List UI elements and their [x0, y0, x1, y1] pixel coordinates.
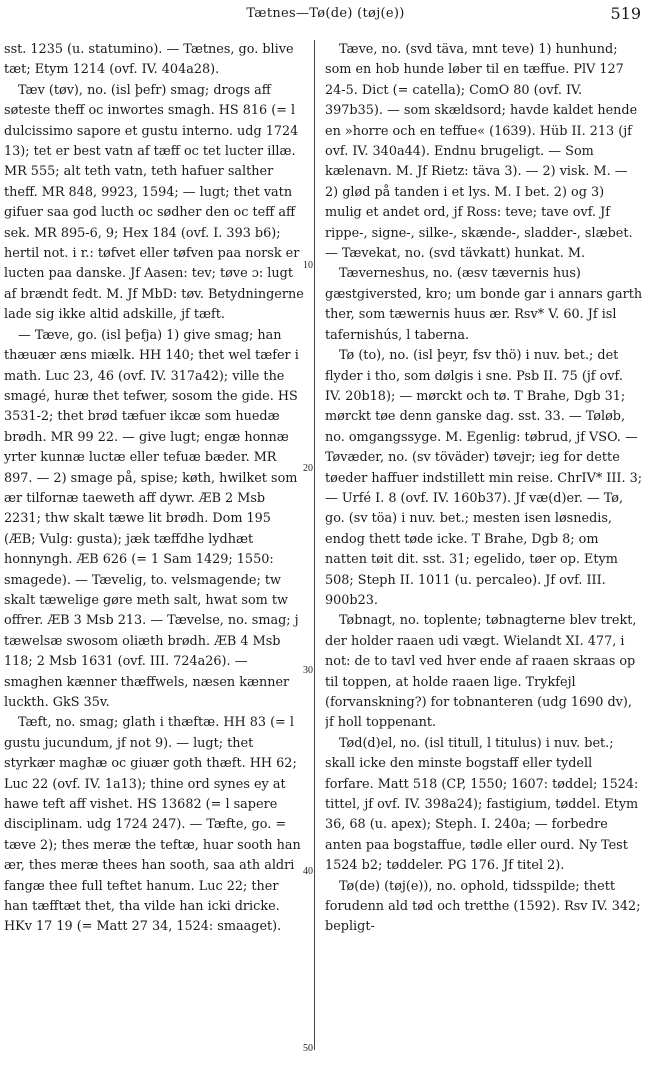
line-number: 40 [303, 866, 313, 877]
entry-to: Tø (to), no. (isl þeyr, fsv thö) i nuv. bet.; det flyder i tho, som dølgis i sne. Psb II. 75 (jf ovf. IV. 20b18); — mørckt och tø. T Brahe, Dgb 31; mørckt tøe denn ganske dag. sst. 33. — Tøløb, no. omgangssyge. M. Egenlig: tøbrud, jf VSO. — Tøvæder, no. (sv töväder) tøvejr; ieg for dette tøeder haffuer indstillett min reise. ChrIV* III. 3; — Urfé I. 8 (ovf. IV. 160b37). Jf væ(d)er. — Tø, go. (sv töa) i nuv. bet.; mesten isen løsnedis, endog thett tøde icke. T Brahe, Dgb 8; om natten tøit dit. sst. 31; egelido, tøer op. Etym 508; Steph II. 1011 (u. percaleo). Jf ovf. III. 900b23. [325, 348, 643, 608]
running-header [0, 6, 651, 28]
left-column [4, 40, 304, 1068]
entry-tode: Tø(de) (tøj(e)), no. ophold, tidsspilde; thett forudenn ald tød och tretthe (1592). Rsv IV. 342; bepligt- [325, 878, 641, 935]
page-number: 519 [610, 4, 641, 23]
entry-toddel: Tød(d)el, no. (isl titull, l titulus) i nuv. bet.; skall icke den minste bogstaff eller tydell forfare. Matt 518 (CP, 1550; 1607: tøddel; 1524: tittel, jf ovf. IV. 398a24); fastigium, tøddel. Etym 36, 68 (u. apex); Steph. I. 240a; — forbedre anten paa bogstaffue, tødle eller ourd. Ny Test 1524 b2; tøddeler. PG 176. Jf titel 2). [325, 735, 639, 874]
line-number: 10 [303, 260, 313, 271]
line-number: 20 [303, 463, 313, 474]
column-divider [314, 40, 315, 1050]
line-number: 30 [303, 665, 313, 676]
entry-taeft: Tæft, no. smag; glath i thæftæ. HH 83 (= l gustu jucundum, jf not 9). — lugt; thet styrkær maghæ oc giuær goth thæft. HH 62; Luc 22 (ovf. IV. 1a13); thine ord synes ey at hawe teft aff vishet. HS 13682 (= l sapere disciplinam. udg 1724 247). — Tæfte, go. = tæve 2); thes meræ the teftæ, huar sooth han ær, thes meræ thees han sooth, saa ath aldri fangæ thee full teftet hanum. Luc 22; ther han tæfftæt thet, tha vilde han icki dricke. HKv 17 19 (= Matt 27 34, 1524: smaaget). [4, 715, 301, 935]
entry-taev: Tæv (tøv), no. (isl þefr) smag; drogs aff søteste theff oc inwortes smagh. HS 816 (= l dulcissimo sapore et gustu interno. udg 1724 13); tet er best vatn af tæff oc tet lucter illæ. MR 555; alt teth vatn, teth hafuer salther theff. MR 848, 9923, 1594; — lugt; thet vatn gifuer saa god lucth oc sødher den oc teff aff sek. MR 895-6, 9; Hex 184 (ovf. I. 393 b6); hertil not. i r.: tøfvet eller tøfven paa norsk er lucten paa danske. Jf Aasen: tev; tøve ɔ: lugt af brændt fedt. M. Jf MbD: tøv. Betydningerne lade sig ikke altid adskille, jf tæft. [4, 82, 304, 323]
entry-tobnagt: Tøbnagt, no. toplente; tøbnagterne blev trekt, der holder raaen udi vægt. Wielandt XI. 477, i not: de to tavl ved hver ende af raaen skraas op til toppen, at holde raaen lige. Trykfejl (forvanskning?) for tobnanteren (udg 1690 dv), jf holl toppenant. [325, 613, 637, 731]
header-title: Tætnes—Tø(de) (tøj(e)) [246, 6, 405, 21]
entry-taeve-noun: Tæve, no. (svd täva, mnt teve) 1) hunhund; som en hob hunde løber til en tæffue. PlV 127 24-5. Dict (= catella); ComO 80 (ovf. IV. 397b35). — som skældsord; havde kaldet hende en »horre och en teffue« (1639). Hüb II. 213 (jf ovf. IV. 340a44). Endnu brugeligt. — Som kælenavn. M. Jf Rietz: täva 3). — 2) visk. M. — 2) glød på tanden i et lys. M. I bet. 2) og 3) mulig et andet ord, jf Ross: teve; tave ovf. Jf rippe-, signe-, silke-, skænde-, sladder-, slæbet. — Tævekat, no. (svd tävkatt) hunkat. M. [325, 42, 638, 262]
line-number: 50 [303, 1043, 313, 1054]
right-column [325, 40, 643, 1068]
entry-taeverneshus: Tæverneshus, no. (æsv tævernis hus) gæstgiversted, kro; um bonde gar i annars garth ther, som tæwernis huus ær. Rsv* V. 60. Jf isl tafernishús, l taberna. [325, 266, 643, 343]
entry-taeve-verb: — Tæve, go. (isl þefja) 1) give smag; han thæuær æns miælk. HH 140; thet wel tæfer i math. Luc 23, 46 (ovf. IV. 317a42); ville the smagé, huræ thet tefwer, sosom the gide. HS 3531-2; thet brød tæfuer ikcæ som huedæ brødh. MR 99 22. — give lugt; engæ honnæ yrter kunnæ luctæ eller tefuæ bæder. MR 897. — 2) smage på, spise; køth, hwilket som ær tilfornæ taeweth aff dywr. ÆB 2 Msb 2231; thw skalt tæwe lit brødh. Dom 195 (ÆB; Vulg: gusta); jæk tæffdhe lydhæt honnyngh. ÆB 626 (= 1 Sam 1429; 1550: smagede). — Tævelig, to. velsmagende; tw skalt tæwelige gøre meth salt, hwat som tw offrer. ÆB 3 Msb 213. — Tævelse, no. smag; j tæwelsæ swosom oliæth brødh. ÆB 4 Msb 118; 2 Msb 1631 (ovf. III. 724a26). — smaghen kænner thæffwels, næsen kænner luckth. GkS 35v. [4, 327, 299, 710]
entry-taetnes: sst. 1235 (u. statumino). — Tætnes, go. blive tæt; Etym 1214 (ovf. IV. 404a28). [4, 42, 294, 78]
